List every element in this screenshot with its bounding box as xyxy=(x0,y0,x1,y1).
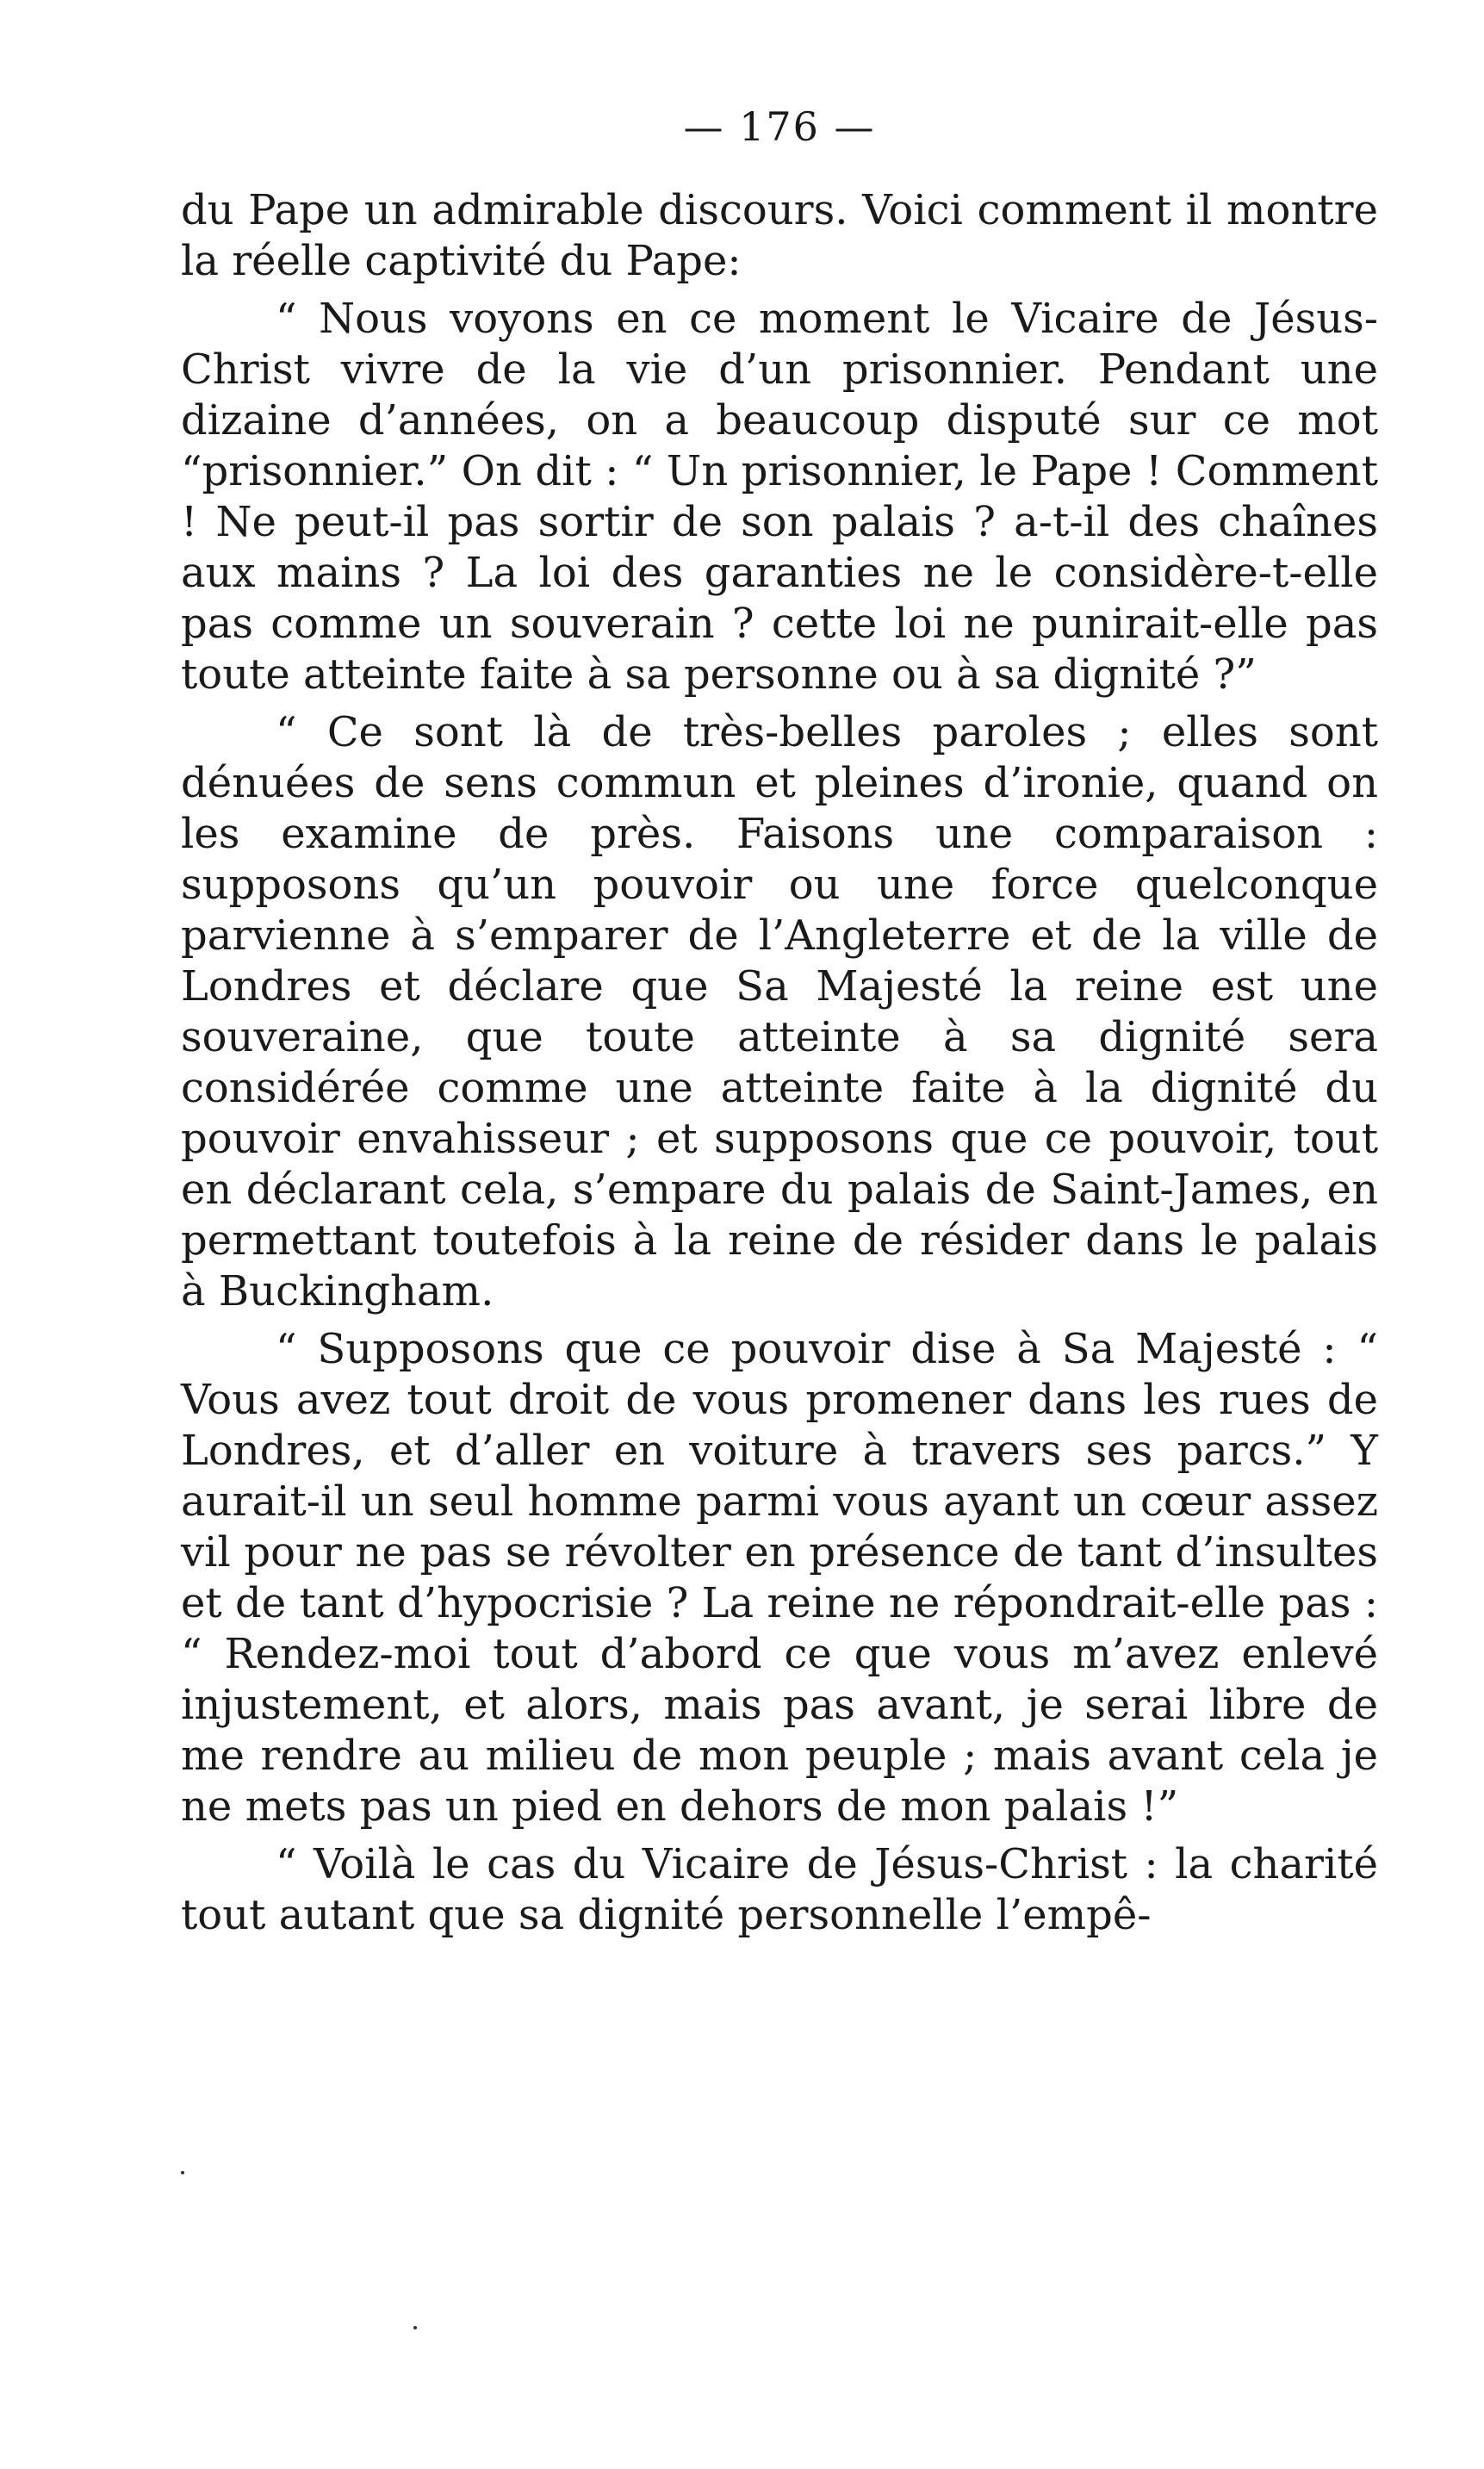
scan-speck xyxy=(181,2171,184,2174)
book-page xyxy=(181,103,1378,1948)
paragraph-1: du Pape un admirable discours. Voici comment il montre la réelle captivité du Pape: xyxy=(181,186,1378,286)
paragraph-2: “ Nous voyons en ce moment le Vicaire de Jésus-Christ vivre de la vie d’un prisonnier. Pendant une dizaine d’années, on a beaucoup disputé sur ce mot “prisonnier.” On dit : “ Un prisonnier, le Pape ! Comment ! Ne peut-il pas sortir de son palais ? a-t-il des chaînes aux mains ? La loi des garanties ne le considère-t-elle pas comme un souverain ? cette loi ne punirait-elle pas toute atteinte faite à sa personne ou à sa dignité ?” xyxy=(181,295,1378,700)
paragraph-4: “ Supposons que ce pouvoir dise à Sa Majesté : “ Vous avez tout droit de vous promener dans les rues de Londres, et d’aller en voiture à travers ses parcs.” Y aurait-il un seul homme parmi vous ayant un cœur assez vil pour ne pas se révolter en présence de tant d’insultes et de tant d’hypocrisie ? La reine ne répondrait-elle pas : “ Rendez-moi tout d’abord ce que vous m’avez enlevé injustement, et alors, mais pas avant, je serai libre de me rendre au milieu de mon peuple ; mais avant cela je ne mets pas un pied en dehors de mon palais !” xyxy=(181,1325,1378,1832)
paragraph-5: “ Voilà le cas du Vicaire de Jésus-Christ : la charité tout autant que sa dignité personnelle l’empê- xyxy=(181,1840,1378,1940)
scan-speck xyxy=(413,2326,417,2329)
paragraph-3: “ Ce sont là de très-belles paroles ; elles sont dénuées de sens commun et pleines d’ironie, quand on les examine de près. Faisons une comparaison : supposons qu’un pouvoir ou une force quelconque parvienne à s’emparer de l’Angleterre et de la ville de Londres et déclare que Sa Majesté la reine est une souveraine, que toute atteinte à sa dignité sera considérée comme une atteinte faite à la dignité du pouvoir envahisseur ; et supposons que ce pouvoir, tout en déclarant cela, s’empare du palais de Saint-James, en permettant toutefois à la reine de résider dans le palais à Buckingham. xyxy=(181,708,1378,1316)
page-number: — 176 — xyxy=(683,103,876,150)
